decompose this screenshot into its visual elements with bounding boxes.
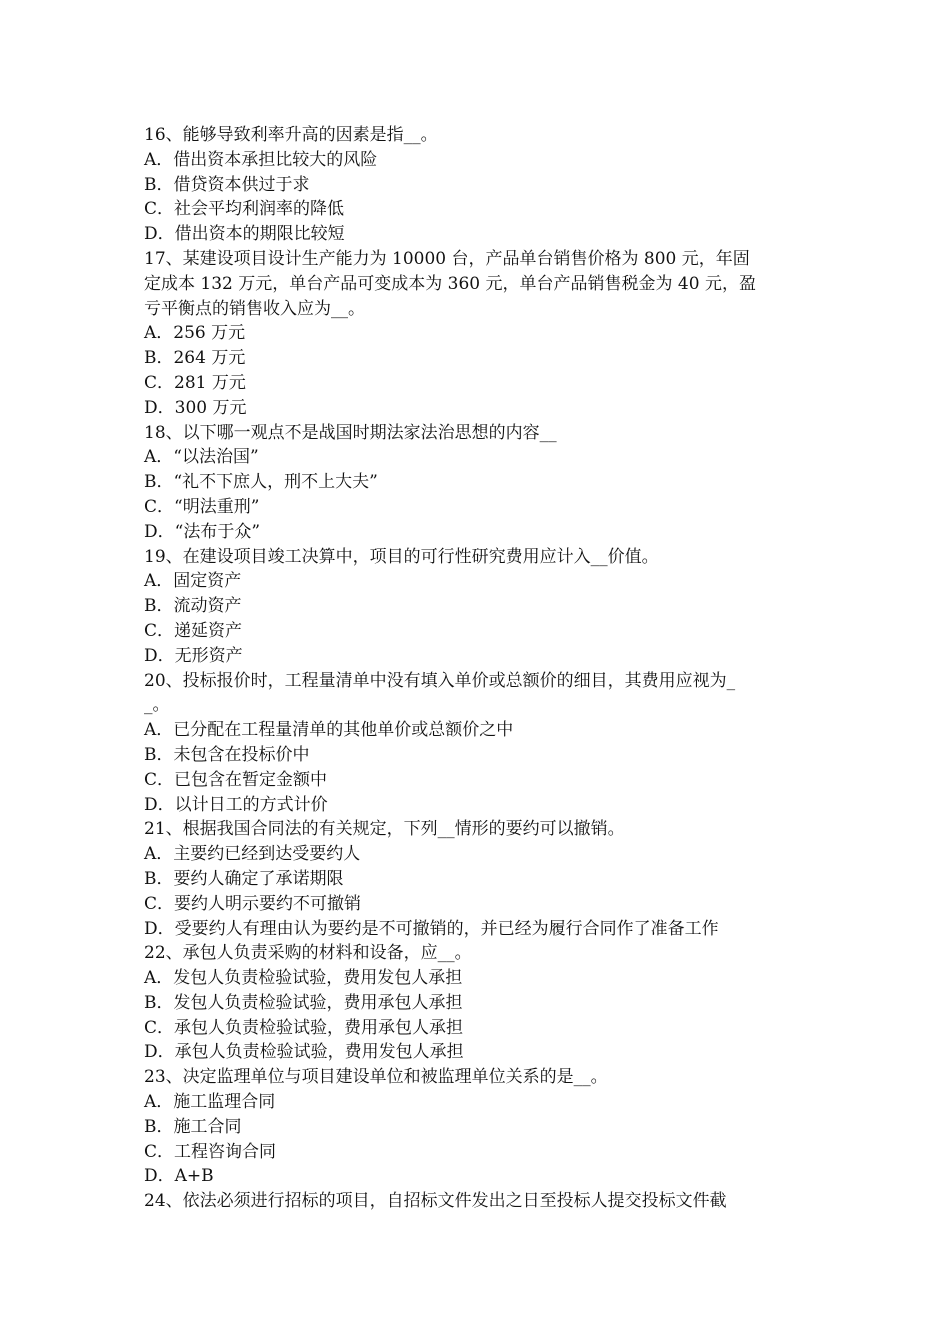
question-20 [144,669,816,818]
option-c: C．工程咨询合同 [144,1141,277,1162]
question-stem-line-2: _。 [144,695,170,716]
option-a: A．主要约已经到达受要约人 [144,844,361,865]
option-c: C．承包人负责检验试验，费用承包人承担 [144,1017,464,1038]
option-d: D．“法布于众” [144,521,261,542]
question-stem-line-2: 定成本 132 万元，单台产品可变成本为 360 元，单台产品销售税金为 40 元，盈 [144,273,756,294]
question-stem: 21、根据我国合同法的有关规定，下列__情形的要约可以撤销。 [144,819,625,840]
question-stem: 16、能够导致利率升高的因素是指__。 [144,125,438,145]
question-24 [144,1189,816,1214]
question-stem: 24、依法必须进行招标的项目，自招标文件发出之日至投标人提交投标文件截 [144,1191,727,1212]
option-a: A．256 万元 [144,323,246,344]
option-b: B．264 万元 [144,348,246,369]
option-c: C．“明法重刑” [144,496,260,517]
option-d: D．无形资产 [144,645,243,666]
question-21 [144,817,816,941]
question-19 [144,545,816,669]
option-c: C．已包含在暂定金额中 [144,769,328,790]
option-a: A．固定资产 [144,571,242,592]
option-b: B．流动资产 [144,596,242,617]
question-stem-line-1: 20、投标报价时，工程量清单中没有填入单价或总额价的细目，其费用应视为_ [144,670,736,691]
option-d: D．承包人负责检验试验，费用发包人承担 [144,1042,464,1063]
option-a: A．“以法治国” [144,447,259,468]
question-stem-line-1: 17、某建设项目设计生产能力为 10000 台，产品单台销售价格为 800 元，年固 [144,248,750,269]
option-c: C．社会平均利润率的降低 [144,199,345,220]
option-d: D．借出资本的期限比较短 [144,224,345,245]
question-18 [144,421,816,545]
question-stem: 18、以下哪一观点不是战国时期法家法治思想的内容__ [144,422,557,443]
question-stem: 19、在建设项目竣工决算中，项目的可行性研究费用应计入__价值。 [144,546,659,567]
question-stem: 22、承包人负责采购的材料和设备，应__。 [144,943,472,964]
option-c: C．要约人明示要约不可撤销 [144,893,362,914]
option-b: B．“礼不下庶人，刑不上大夫” [144,472,378,493]
option-b: B．未包含在投标价中 [144,744,310,765]
question-16 [144,123,816,247]
option-d: D．以计日工的方式计价 [144,794,328,815]
question-17 [144,247,816,421]
option-a: A．借出资本承担比较大的风险 [144,149,378,170]
question-stem-line-3: 亏平衡点的销售收入应为__。 [144,298,365,319]
option-d: D．A+B [144,1166,214,1187]
option-a: A．发包人负责检验试验，费用发包人承担 [144,968,463,989]
question-22 [144,941,816,1065]
option-a: A．已分配在工程量清单的其他单价或总额价之中 [144,720,514,741]
option-b: B．施工合同 [144,1116,242,1137]
option-b: B．发包人负责检验试验，费用承包人承担 [144,992,463,1013]
option-d: D．受要约人有理由认为要约是不可撤销的，并已经为履行合同作了准备工作 [144,918,719,939]
question-23 [144,1065,816,1189]
question-list [144,123,816,1214]
option-a: A．施工监理合同 [144,1092,276,1113]
option-c: C．281 万元 [144,372,246,393]
question-stem: 23、决定监理单位与项目建设单位和被监理单位关系的是__。 [144,1067,608,1088]
option-c: C．递延资产 [144,620,243,641]
option-b: B．借贷资本供过于求 [144,174,310,195]
option-d: D．300 万元 [144,397,247,418]
option-b: B．要约人确定了承诺期限 [144,868,344,889]
